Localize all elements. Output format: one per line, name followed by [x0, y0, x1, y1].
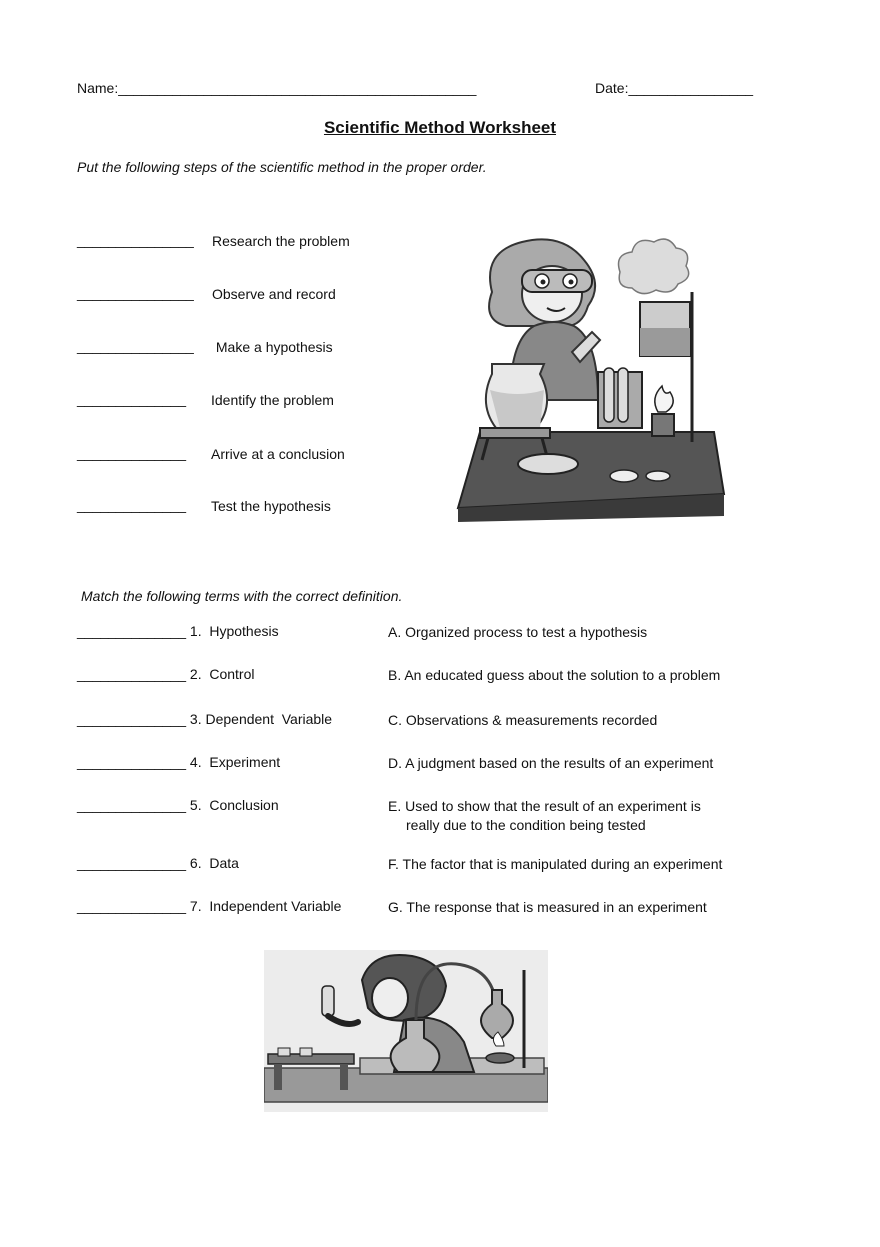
term-label: 2. Control	[186, 666, 255, 682]
definition-e: E. Used to show that the result of an experiment is	[388, 798, 701, 814]
definition-d: D. A judgment based on the results of an experiment	[388, 755, 714, 771]
term-label: 1. Hypothesis	[186, 623, 279, 639]
match-blank: ______________	[77, 754, 187, 770]
term-label: 7. Independent Variable	[189, 898, 342, 914]
match-blank: ______________	[77, 711, 187, 727]
date-field-label: Date:________________	[595, 80, 754, 96]
definition-e-continued: really due to the condition being tested	[406, 817, 646, 833]
match-row-2	[77, 666, 255, 682]
match-row-6	[77, 855, 239, 871]
match-row-7	[77, 898, 341, 914]
definition-a: A. Organized process to test a hypothesis	[388, 624, 648, 640]
step-text-2: Observe and record	[212, 286, 336, 302]
match-blank: ______________	[77, 797, 187, 813]
step-blank-6: ______________	[77, 497, 187, 513]
name-field-label: Name:______________________________________________	[77, 80, 477, 96]
step-text-4: Identify the problem	[211, 392, 334, 408]
step-blank-2: _______________	[77, 285, 194, 301]
term-label: 6. Data	[186, 855, 239, 871]
section1-instruction: Put the following steps of the scientific method in the proper order.	[77, 159, 487, 175]
step-blank-4: ______________	[77, 391, 187, 407]
match-blank: ______________	[77, 666, 187, 682]
section2-instruction: Match the following terms with the correct definition.	[81, 588, 403, 604]
definition-g: G. The response that is measured in an experiment	[388, 899, 707, 915]
step-blank-5: ______________	[77, 445, 187, 461]
match-row-1	[77, 623, 279, 639]
match-row-4	[77, 754, 280, 770]
term-label: 5. Conclusion	[189, 797, 279, 813]
definition-c: C. Observations & measurements recorded	[388, 712, 658, 728]
step-blank-3: _______________	[77, 338, 194, 354]
step-text-6: Test the hypothesis	[211, 498, 331, 514]
match-row-5	[77, 797, 279, 813]
step-blank-1: _______________	[77, 232, 194, 248]
step-text-1: Research the problem	[212, 233, 350, 249]
term-label: 3. Dependent Variable	[186, 711, 333, 727]
match-blank: ______________	[77, 623, 187, 639]
step-text-5: Arrive at a conclusion	[211, 446, 345, 462]
scientist-boy-illustration	[264, 950, 548, 1112]
scientist-girl-illustration	[452, 232, 732, 524]
term-label: 4. Experiment	[186, 754, 281, 770]
match-blank: ______________	[77, 898, 187, 914]
page-title: Scientiﬁc Method Worksheet	[323, 118, 557, 137]
definition-b: B. An educated guess about the solution to a problem	[388, 667, 721, 683]
match-blank: ______________	[77, 855, 187, 871]
definition-f: F. The factor that is manipulated during an experiment	[388, 856, 723, 872]
match-row-3	[77, 711, 332, 727]
step-text-3: Make a hypothesis	[212, 339, 333, 355]
